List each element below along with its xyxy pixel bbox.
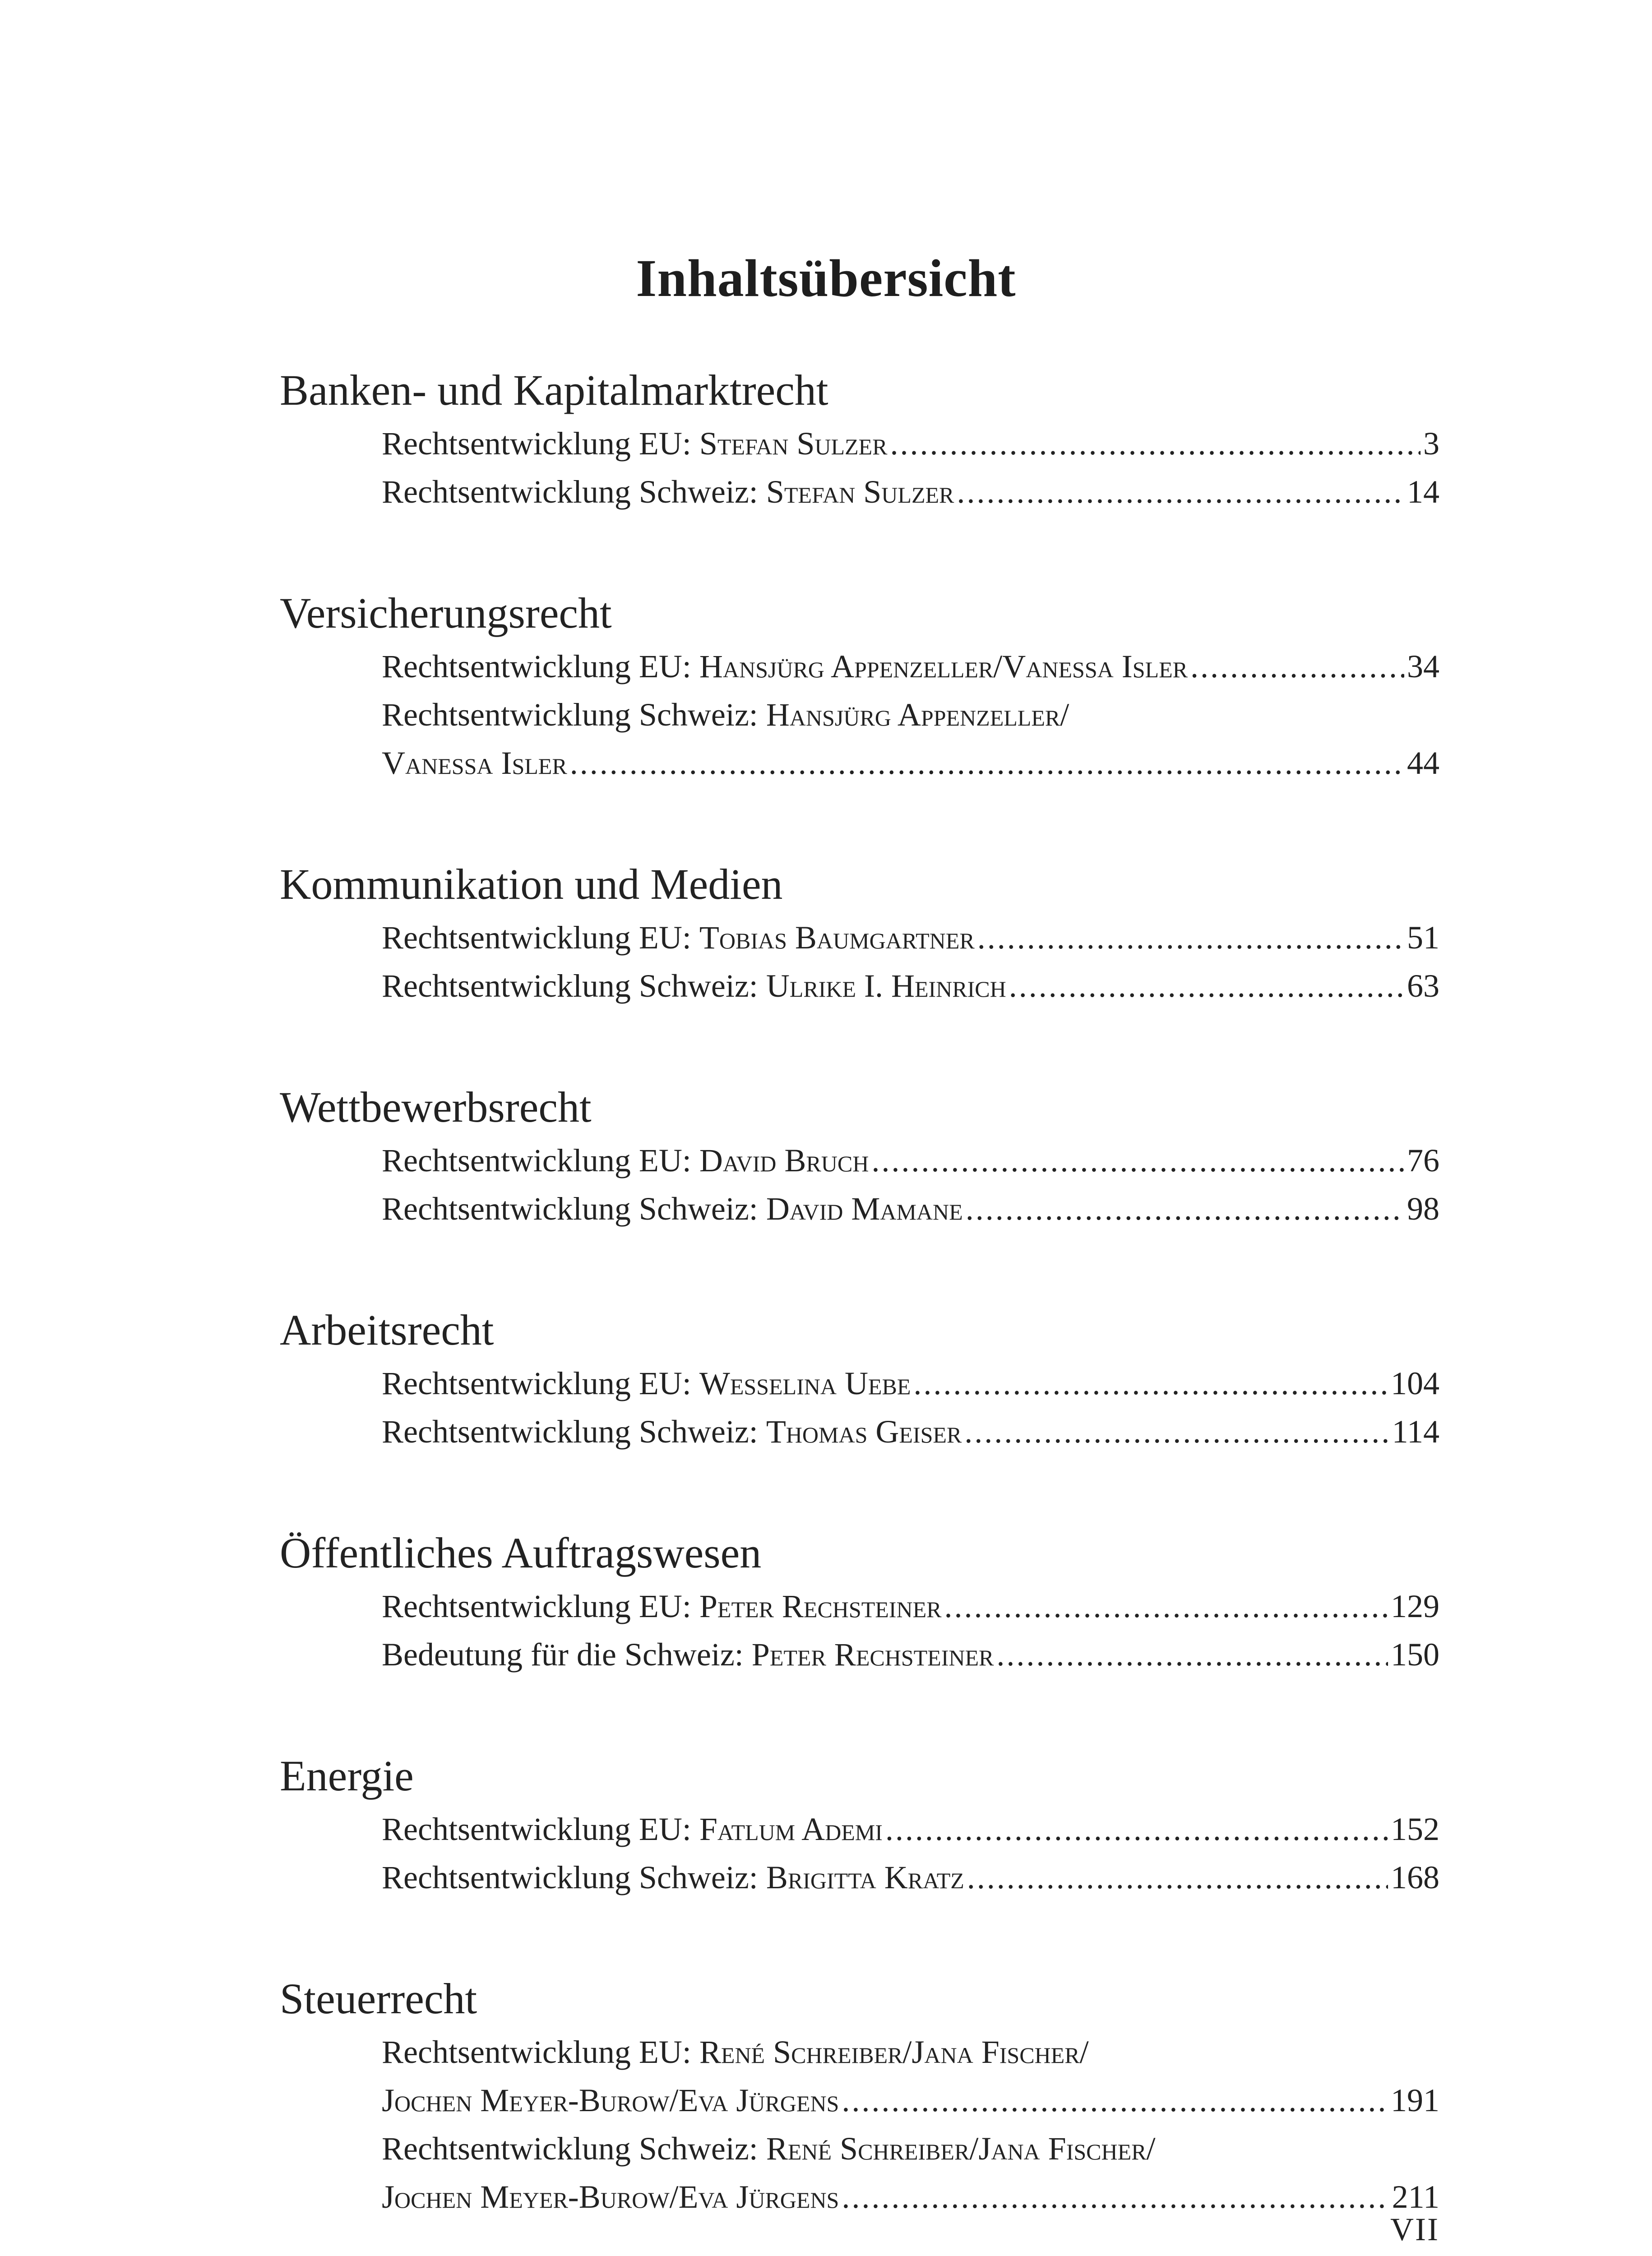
entry-authors: Peter Rechsteiner [751, 1637, 994, 1673]
entry-authors-cont: Jochen Meyer-Burow/Eva Jürgens [382, 2082, 839, 2118]
entry-authors: Ulrike I. Heinrich [766, 968, 1006, 1004]
section-title: Arbeitsrecht [280, 1306, 494, 1354]
toc-section [280, 361, 1439, 516]
entry-label: Rechtsentwicklung EU: [382, 2034, 691, 2070]
toc-section [280, 1078, 1439, 1233]
entry-page: 63 [1407, 968, 1439, 1004]
toc-entry[interactable] [280, 1408, 1439, 1456]
entry-label: Rechtsentwicklung Schweiz: [382, 968, 758, 1004]
entry-authors-cont: Vanessa Isler [382, 745, 567, 781]
entry-label: Rechtsentwicklung EU: [382, 1588, 691, 1624]
entry-label: Rechtsentwicklung EU: [382, 1811, 691, 1847]
entry-authors: René Schreiber/Jana Fischer/ [766, 2131, 1156, 2167]
entry-label: Rechtsentwicklung Schweiz: [382, 474, 758, 510]
toc-section [280, 1969, 1439, 2221]
section-title: Energie [280, 1752, 414, 1800]
entry-page: 51 [1407, 920, 1439, 956]
toc-entry[interactable] [280, 1137, 1439, 1185]
entry-line [382, 2173, 1439, 2221]
entry-label: Rechtsentwicklung EU: [382, 648, 691, 684]
entry-authors: Wesselina Uebe [699, 1365, 911, 1401]
entry-page: 129 [1391, 1588, 1439, 1624]
entry-authors: Stefan Sulzer [766, 474, 954, 510]
entry-label: Rechtsentwicklung EU: [382, 425, 691, 462]
dot-leader [996, 1631, 1388, 1679]
toc-entry[interactable] [280, 1631, 1439, 1679]
entry-line [382, 2028, 1439, 2076]
toc-entry[interactable] [280, 2125, 1439, 2221]
entry-authors: Thomas Geiser [766, 1414, 962, 1450]
toc-section [280, 1524, 1439, 1679]
entry-line [382, 1359, 1439, 1408]
entry-page: 152 [1391, 1811, 1439, 1847]
entry-authors: Hansjürg Appenzeller/Vanessa Isler [699, 648, 1188, 684]
entry-line [382, 691, 1439, 739]
entry-line [382, 1185, 1439, 1233]
dot-leader [1190, 643, 1404, 691]
dot-leader [967, 1854, 1388, 1902]
toc-entry[interactable] [280, 468, 1439, 516]
entry-authors: Peter Rechsteiner [699, 1588, 942, 1624]
entry-page: 168 [1391, 1859, 1439, 1895]
dot-leader [944, 1582, 1388, 1631]
entry-authors: David Bruch [699, 1142, 869, 1179]
entry-page: 114 [1392, 1414, 1439, 1450]
section-title: Kommunikation und Medien [280, 860, 783, 908]
entry-label: Rechtsentwicklung EU: [382, 1142, 691, 1179]
toc-section [280, 584, 1439, 787]
entry-label: Rechtsentwicklung Schweiz: [382, 1859, 758, 1895]
entry-authors: René Schreiber/Jana Fischer/ [699, 2034, 1089, 2070]
entry-line [382, 962, 1439, 1010]
dot-leader [966, 1185, 1404, 1233]
toc-entry[interactable] [280, 1185, 1439, 1233]
entry-line [382, 468, 1439, 516]
entry-page: 104 [1391, 1365, 1439, 1401]
toc-entry[interactable] [280, 1854, 1439, 1902]
toc-entry[interactable] [280, 643, 1439, 691]
dot-leader [957, 468, 1404, 516]
entry-page: 98 [1407, 1191, 1439, 1227]
entry-authors-cont: Jochen Meyer-Burow/Eva Jürgens [382, 2179, 839, 2215]
section-title: Steuerrecht [280, 1974, 477, 2023]
toc-entry[interactable] [280, 1582, 1439, 1631]
dot-leader [842, 2173, 1389, 2221]
entry-authors: Tobias Baumgartner [699, 920, 975, 956]
entry-page: 34 [1407, 648, 1439, 684]
dot-leader [890, 420, 1421, 468]
entry-page: 44 [1407, 745, 1439, 781]
dot-leader [570, 739, 1404, 787]
dot-leader [871, 1137, 1404, 1185]
entry-line [382, 1854, 1439, 1902]
toc-entry[interactable] [280, 2028, 1439, 2125]
entry-page: 191 [1391, 2082, 1439, 2118]
entry-page: 150 [1391, 1637, 1439, 1673]
entry-line [382, 643, 1439, 691]
entry-label: Bedeutung für die Schweiz: [382, 1637, 744, 1673]
toc-entry[interactable] [280, 691, 1439, 787]
entry-line [382, 1137, 1439, 1185]
entry-label: Rechtsentwicklung Schweiz: [382, 1414, 758, 1450]
entry-label: Rechtsentwicklung Schweiz: [382, 2131, 758, 2167]
entry-authors: Hansjürg Appenzeller/ [766, 697, 1069, 733]
toc-entry[interactable] [280, 420, 1439, 468]
entry-line [382, 1582, 1439, 1631]
table-of-contents [280, 361, 1439, 2256]
entry-authors: Brigitta Kratz [766, 1859, 964, 1895]
entry-label: Rechtsentwicklung EU: [382, 1365, 691, 1401]
entry-label: Rechtsentwicklung EU: [382, 920, 691, 956]
page-number: VII [1390, 2211, 1439, 2247]
dot-leader [913, 1359, 1388, 1408]
dot-leader [885, 1805, 1388, 1854]
toc-entry[interactable] [280, 1359, 1439, 1408]
entry-line [382, 420, 1439, 468]
entry-line [382, 914, 1439, 962]
dot-leader [1009, 962, 1404, 1010]
toc-section [280, 855, 1439, 1010]
entry-line [382, 2125, 1439, 2173]
toc-entry[interactable] [280, 914, 1439, 962]
toc-entry[interactable] [280, 1805, 1439, 1854]
entry-page: 14 [1407, 474, 1439, 510]
section-title: Versicherungsrecht [280, 589, 612, 637]
entry-label: Rechtsentwicklung Schweiz: [382, 1191, 758, 1227]
section-title: Öffentliches Auftragswesen [280, 1529, 762, 1577]
entry-line [382, 1631, 1439, 1679]
entry-authors: David Mamane [766, 1191, 963, 1227]
toc-section [280, 1301, 1439, 1456]
entry-page: 76 [1407, 1142, 1439, 1179]
entry-line [382, 1805, 1439, 1854]
entry-page: 211 [1392, 2179, 1439, 2215]
toc-entry[interactable] [280, 962, 1439, 1010]
entry-authors: Stefan Sulzer [699, 425, 888, 462]
page-title: Inhaltsübersicht [636, 249, 1016, 308]
entry-line [382, 739, 1439, 787]
entry-line [382, 1408, 1439, 1456]
dot-leader [842, 2076, 1388, 2125]
entry-line [382, 2076, 1439, 2125]
dot-leader [977, 914, 1404, 962]
section-title: Banken- und Kapitalmarktrecht [280, 366, 828, 414]
entry-page: 3 [1423, 425, 1439, 462]
entry-authors: Fatlum Ademi [699, 1811, 883, 1847]
dot-leader [964, 1408, 1389, 1456]
section-title: Wettbewerbsrecht [280, 1083, 592, 1131]
entry-label: Rechtsentwicklung Schweiz: [382, 697, 758, 733]
toc-section [280, 1747, 1439, 1902]
